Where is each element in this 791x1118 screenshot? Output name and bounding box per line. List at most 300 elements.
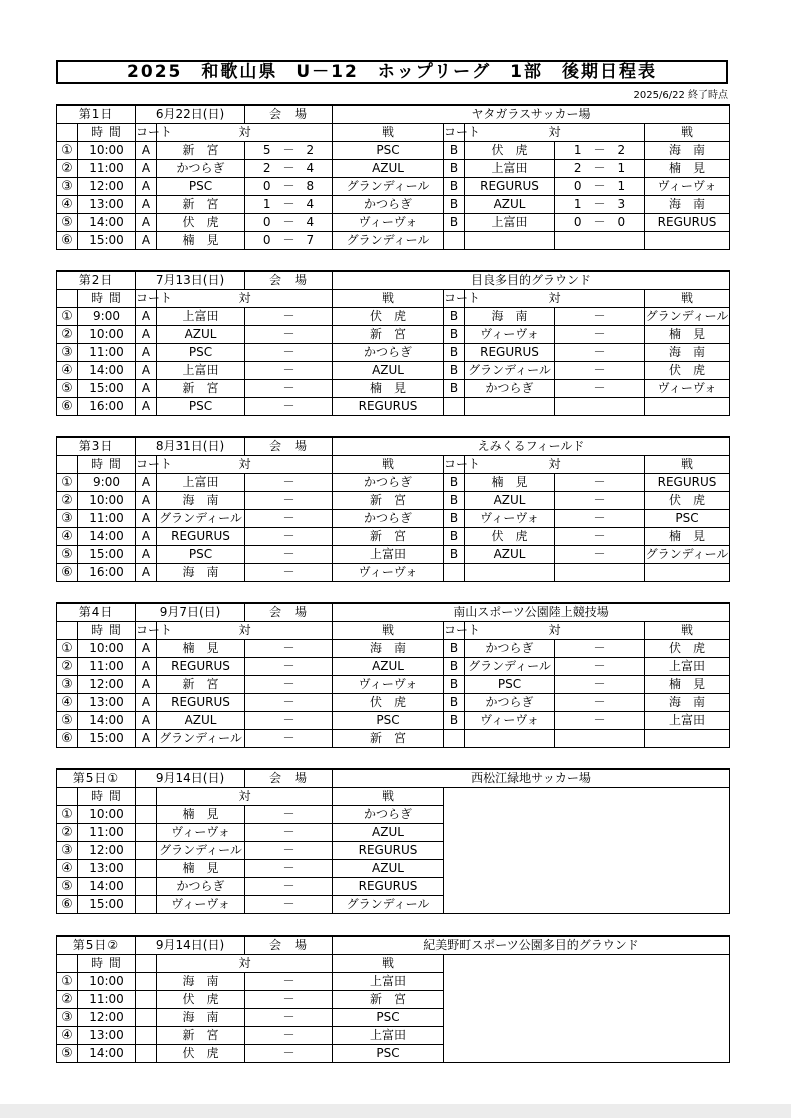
match-number: ② xyxy=(57,824,78,842)
match-number: ⑤ xyxy=(57,380,78,398)
match-time: 12:00 xyxy=(78,178,136,196)
away-team: かつらぎ xyxy=(333,474,444,492)
venue-label: 会 場 xyxy=(245,105,333,124)
court-b: B xyxy=(444,510,465,528)
home-team: 楠 見 xyxy=(157,640,245,658)
home-team: PSC xyxy=(157,398,245,416)
vs-header-left: 対 xyxy=(465,290,645,308)
round-table xyxy=(56,602,730,748)
match-time: 15:00 xyxy=(78,546,136,564)
court-b xyxy=(444,232,465,250)
home-team: AZUL xyxy=(157,326,245,344)
round-name: 第1日 xyxy=(57,105,136,124)
match-number: ⑥ xyxy=(57,896,78,914)
round-date: 8月31日(日) xyxy=(136,437,245,456)
score: 0 － 8 xyxy=(245,178,333,196)
score: － xyxy=(555,380,645,398)
home-team: PSC xyxy=(157,344,245,362)
match-row xyxy=(57,232,730,250)
match-number: ① xyxy=(57,973,78,991)
home-team: 上富田 xyxy=(157,308,245,326)
away-team: AZUL xyxy=(333,362,444,380)
home-team: 海 南 xyxy=(157,564,245,582)
home-team: 伏 虎 xyxy=(157,214,245,232)
match-number: ④ xyxy=(57,694,78,712)
score: － xyxy=(245,842,333,860)
home-team: 上富田 xyxy=(465,160,555,178)
home-team: REGURUS xyxy=(465,344,555,362)
away-team: 海 南 xyxy=(645,694,730,712)
round-date: 6月22日(日) xyxy=(136,105,245,124)
court-b: B xyxy=(444,362,465,380)
court-header: コート xyxy=(444,622,465,640)
match-number: ① xyxy=(57,474,78,492)
court-b: B xyxy=(444,474,465,492)
away-team: 伏 虎 xyxy=(333,694,444,712)
home-team: ヴィーヴォ xyxy=(157,824,245,842)
away-team: PSC xyxy=(333,1045,444,1063)
score: － xyxy=(245,973,333,991)
score: － xyxy=(245,474,333,492)
away-team: REGURUS xyxy=(645,214,730,232)
score: 0 － 4 xyxy=(245,214,333,232)
home-team: かつらぎ xyxy=(465,640,555,658)
vs-header-left: 対 xyxy=(157,290,333,308)
match-number: ③ xyxy=(57,676,78,694)
home-team: AZUL xyxy=(465,546,555,564)
away-team: 海 南 xyxy=(333,640,444,658)
match-time: 13:00 xyxy=(78,1027,136,1045)
vs-header-right: 戦 xyxy=(333,124,444,142)
court-header: コート xyxy=(136,622,157,640)
away-team: 新 宮 xyxy=(333,528,444,546)
match-number: ① xyxy=(57,806,78,824)
match-row xyxy=(57,492,730,510)
round-name: 第3日 xyxy=(57,437,136,456)
home-team: REGURUS xyxy=(465,178,555,196)
court-header: コート xyxy=(444,290,465,308)
score: － xyxy=(245,1027,333,1045)
court-a xyxy=(136,878,157,896)
page-title: 2025 和歌山県 U－12 ホップリーグ 1部 後期日程表 xyxy=(56,60,728,84)
round-date: 9月14日(日) xyxy=(136,769,245,788)
match-row xyxy=(57,640,730,658)
vs-header-left: 対 xyxy=(157,456,333,474)
venue-label: 会 場 xyxy=(245,769,333,788)
score: 0 － 0 xyxy=(555,214,645,232)
court-b: B xyxy=(444,160,465,178)
match-row xyxy=(57,510,730,528)
home-team: 伏 虎 xyxy=(465,528,555,546)
away-team: かつらぎ xyxy=(333,344,444,362)
court-a: A xyxy=(136,712,157,730)
score: 1 － 2 xyxy=(555,142,645,160)
score: － xyxy=(555,640,645,658)
score: 1 － 3 xyxy=(555,196,645,214)
match-number: ③ xyxy=(57,842,78,860)
court-header xyxy=(136,788,157,806)
blank-cell xyxy=(57,622,78,640)
away-team: グランディール xyxy=(645,546,730,564)
home-team xyxy=(465,398,555,416)
home-team: 上富田 xyxy=(465,214,555,232)
venue-name: えみくるフィールド xyxy=(333,437,730,456)
match-time: 14:00 xyxy=(78,214,136,232)
away-team: 新 宮 xyxy=(333,326,444,344)
match-number: ⑤ xyxy=(57,878,78,896)
match-row xyxy=(57,178,730,196)
court-header: コート xyxy=(136,124,157,142)
match-time: 9:00 xyxy=(78,308,136,326)
score: － xyxy=(245,528,333,546)
home-team: ヴィーヴォ xyxy=(465,326,555,344)
away-team xyxy=(645,730,730,748)
match-time: 11:00 xyxy=(78,658,136,676)
home-team: 楠 見 xyxy=(157,232,245,250)
away-team: AZUL xyxy=(333,860,444,878)
away-team: ヴィーヴォ xyxy=(333,676,444,694)
home-team: グランディール xyxy=(157,842,245,860)
match-time: 16:00 xyxy=(78,564,136,582)
score: 0 － 1 xyxy=(555,178,645,196)
score xyxy=(555,232,645,250)
score: － xyxy=(555,344,645,362)
court-a xyxy=(136,1009,157,1027)
away-team: 海 南 xyxy=(645,344,730,362)
match-row xyxy=(57,214,730,232)
court-a xyxy=(136,824,157,842)
score: － xyxy=(245,326,333,344)
court-header: コート xyxy=(444,124,465,142)
home-team: AZUL xyxy=(465,492,555,510)
score: － xyxy=(555,492,645,510)
court-a xyxy=(136,1027,157,1045)
round-name: 第4日 xyxy=(57,603,136,622)
court-a: A xyxy=(136,362,157,380)
score: － xyxy=(555,712,645,730)
score: － xyxy=(245,991,333,1009)
score: － xyxy=(555,676,645,694)
away-team: ヴィーヴォ xyxy=(645,178,730,196)
court-b: B xyxy=(444,196,465,214)
court-header: コート xyxy=(136,456,157,474)
match-number: ① xyxy=(57,308,78,326)
score: － xyxy=(245,658,333,676)
court-a: A xyxy=(136,380,157,398)
match-time: 10:00 xyxy=(78,142,136,160)
score: － xyxy=(245,510,333,528)
away-team: かつらぎ xyxy=(333,196,444,214)
match-row xyxy=(57,546,730,564)
vs-header-left: 対 xyxy=(157,622,333,640)
away-team: 海 南 xyxy=(645,142,730,160)
away-team: かつらぎ xyxy=(333,510,444,528)
match-row xyxy=(57,160,730,178)
score: － xyxy=(245,694,333,712)
round-table xyxy=(56,270,730,416)
match-row xyxy=(57,362,730,380)
match-row xyxy=(57,730,730,748)
away-team: 新 宮 xyxy=(333,492,444,510)
home-team: ヴィーヴォ xyxy=(465,510,555,528)
round-name: 第2日 xyxy=(57,271,136,290)
score: － xyxy=(245,398,333,416)
score xyxy=(555,564,645,582)
score: － xyxy=(245,730,333,748)
venue-name: ヤタガラスサッカー場 xyxy=(333,105,730,124)
court-b: B xyxy=(444,694,465,712)
score: － xyxy=(245,1009,333,1027)
blank-cell xyxy=(57,290,78,308)
match-time: 13:00 xyxy=(78,860,136,878)
court-a: A xyxy=(136,474,157,492)
match-number: ⑥ xyxy=(57,564,78,582)
match-time: 11:00 xyxy=(78,991,136,1009)
home-team: 海 南 xyxy=(465,308,555,326)
match-row xyxy=(57,308,730,326)
court-header: コート xyxy=(136,290,157,308)
away-team: AZUL xyxy=(333,824,444,842)
match-number: ⑤ xyxy=(57,1045,78,1063)
match-time: 14:00 xyxy=(78,362,136,380)
venue-label: 会 場 xyxy=(245,936,333,955)
court-a: A xyxy=(136,730,157,748)
court-a: A xyxy=(136,694,157,712)
match-row xyxy=(57,564,730,582)
away-team: PSC xyxy=(333,142,444,160)
time-header: 時 間 xyxy=(78,290,136,308)
court-b: B xyxy=(444,380,465,398)
time-header: 時 間 xyxy=(78,788,136,806)
match-row xyxy=(57,344,730,362)
away-team: 海 南 xyxy=(645,196,730,214)
home-team: 伏 虎 xyxy=(157,1045,245,1063)
home-team: ヴィーヴォ xyxy=(465,712,555,730)
court-a: A xyxy=(136,160,157,178)
score xyxy=(555,730,645,748)
home-team: 楠 見 xyxy=(465,474,555,492)
home-team: 伏 虎 xyxy=(157,991,245,1009)
round-name: 第5日① xyxy=(57,769,136,788)
home-team: グランディール xyxy=(157,730,245,748)
court-b xyxy=(444,398,465,416)
away-team: 新 宮 xyxy=(333,730,444,748)
court-a: A xyxy=(136,676,157,694)
away-team: 新 宮 xyxy=(333,991,444,1009)
match-time: 11:00 xyxy=(78,160,136,178)
match-number: ④ xyxy=(57,362,78,380)
home-team: 海 南 xyxy=(157,1009,245,1027)
home-team: REGURUS xyxy=(157,528,245,546)
round-date: 9月7日(日) xyxy=(136,603,245,622)
away-team: ヴィーヴォ xyxy=(333,214,444,232)
home-team: かつらぎ xyxy=(157,878,245,896)
match-number: ③ xyxy=(57,178,78,196)
round-table xyxy=(56,768,730,914)
court-b: B xyxy=(444,676,465,694)
court-b: B xyxy=(444,344,465,362)
score: － xyxy=(245,308,333,326)
home-team: かつらぎ xyxy=(465,694,555,712)
court-a: A xyxy=(136,398,157,416)
round-table xyxy=(56,436,730,582)
home-team: PSC xyxy=(157,178,245,196)
home-team xyxy=(465,564,555,582)
vs-header-left: 対 xyxy=(465,622,645,640)
away-team: 伏 虎 xyxy=(645,492,730,510)
match-time: 10:00 xyxy=(78,492,136,510)
home-team xyxy=(465,730,555,748)
home-team: PSC xyxy=(157,546,245,564)
home-team: 新 宮 xyxy=(157,142,245,160)
away-team: かつらぎ xyxy=(333,806,444,824)
vs-header-right: 戦 xyxy=(645,456,730,474)
venue-name: 目良多目的グラウンド xyxy=(333,271,730,290)
court-a: A xyxy=(136,214,157,232)
match-row xyxy=(57,142,730,160)
round-date: 7月13日(日) xyxy=(136,271,245,290)
vs-header-right: 戦 xyxy=(333,955,444,973)
away-team: PSC xyxy=(333,1009,444,1027)
score: － xyxy=(555,308,645,326)
score: － xyxy=(555,528,645,546)
match-time: 9:00 xyxy=(78,474,136,492)
home-team: 新 宮 xyxy=(157,1027,245,1045)
score xyxy=(555,398,645,416)
score: － xyxy=(245,676,333,694)
venue-label: 会 場 xyxy=(245,603,333,622)
vs-header-right: 戦 xyxy=(333,456,444,474)
round-table xyxy=(56,935,730,1063)
court-b: B xyxy=(444,528,465,546)
court-a: A xyxy=(136,178,157,196)
score: － xyxy=(245,712,333,730)
match-row xyxy=(57,712,730,730)
court-b: B xyxy=(444,308,465,326)
away-team: 伏 虎 xyxy=(333,308,444,326)
vs-header-right: 戦 xyxy=(645,290,730,308)
court-b xyxy=(444,730,465,748)
away-team: 上富田 xyxy=(333,973,444,991)
match-row xyxy=(57,326,730,344)
update-note: 2025/6/22 終了時点 xyxy=(633,90,728,101)
score: － xyxy=(245,546,333,564)
match-time: 10:00 xyxy=(78,326,136,344)
court-a xyxy=(136,860,157,878)
home-team: 新 宮 xyxy=(157,196,245,214)
away-team: 伏 虎 xyxy=(645,362,730,380)
match-number: ② xyxy=(57,160,78,178)
match-time: 14:00 xyxy=(78,878,136,896)
court-a xyxy=(136,1045,157,1063)
away-team: グランディール xyxy=(333,232,444,250)
court-a: A xyxy=(136,528,157,546)
blank-area xyxy=(444,788,730,914)
score: 0 － 7 xyxy=(245,232,333,250)
score: － xyxy=(555,694,645,712)
match-number: ④ xyxy=(57,860,78,878)
venue-label: 会 場 xyxy=(245,271,333,290)
page-bottom-edge xyxy=(0,1104,791,1118)
match-number: ③ xyxy=(57,1009,78,1027)
match-number: ④ xyxy=(57,196,78,214)
court-b: B xyxy=(444,712,465,730)
away-team: 楠 見 xyxy=(645,528,730,546)
home-team: 新 宮 xyxy=(157,676,245,694)
match-row xyxy=(57,398,730,416)
home-team: 楠 見 xyxy=(157,860,245,878)
court-a xyxy=(136,806,157,824)
away-team: 上富田 xyxy=(645,712,730,730)
court-b: B xyxy=(444,658,465,676)
score: － xyxy=(555,546,645,564)
court-a: A xyxy=(136,564,157,582)
blank-cell xyxy=(57,955,78,973)
score: － xyxy=(245,860,333,878)
away-team: PSC xyxy=(333,712,444,730)
match-number: ⑥ xyxy=(57,232,78,250)
away-team: REGURUS xyxy=(333,878,444,896)
court-a: A xyxy=(136,326,157,344)
match-row xyxy=(57,676,730,694)
home-team: 海 南 xyxy=(157,973,245,991)
match-number: ③ xyxy=(57,344,78,362)
court-a: A xyxy=(136,640,157,658)
match-number: ② xyxy=(57,658,78,676)
home-team: かつらぎ xyxy=(157,160,245,178)
venue-name: 西松江緑地サッカー場 xyxy=(333,769,730,788)
vs-header-right: 戦 xyxy=(645,124,730,142)
home-team xyxy=(465,232,555,250)
home-team: 上富田 xyxy=(157,362,245,380)
blank-cell xyxy=(57,124,78,142)
match-row xyxy=(57,694,730,712)
time-header: 時 間 xyxy=(78,955,136,973)
match-time: 10:00 xyxy=(78,640,136,658)
court-b: B xyxy=(444,640,465,658)
court-a: A xyxy=(136,546,157,564)
venue-name: 紀美野町スポーツ公園多目的グラウンド xyxy=(333,936,730,955)
away-team: ヴィーヴォ xyxy=(645,380,730,398)
court-header xyxy=(136,955,157,973)
match-number: ② xyxy=(57,492,78,510)
match-row xyxy=(57,528,730,546)
score: － xyxy=(245,806,333,824)
court-a xyxy=(136,991,157,1009)
away-team: 楠 見 xyxy=(645,326,730,344)
match-time: 13:00 xyxy=(78,694,136,712)
court-b: B xyxy=(444,142,465,160)
match-time: 11:00 xyxy=(78,344,136,362)
score: 1 － 4 xyxy=(245,196,333,214)
blank-area xyxy=(444,955,730,1063)
away-team xyxy=(645,564,730,582)
court-b: B xyxy=(444,546,465,564)
away-team: 楠 見 xyxy=(645,160,730,178)
match-row xyxy=(57,380,730,398)
match-time: 14:00 xyxy=(78,528,136,546)
court-b: B xyxy=(444,326,465,344)
time-header: 時 間 xyxy=(78,124,136,142)
away-team: AZUL xyxy=(333,160,444,178)
match-time: 11:00 xyxy=(78,510,136,528)
score: － xyxy=(245,824,333,842)
match-row xyxy=(57,196,730,214)
away-team: 楠 見 xyxy=(645,676,730,694)
match-number: ② xyxy=(57,991,78,1009)
home-team: グランディール xyxy=(465,658,555,676)
away-team: 上富田 xyxy=(645,658,730,676)
